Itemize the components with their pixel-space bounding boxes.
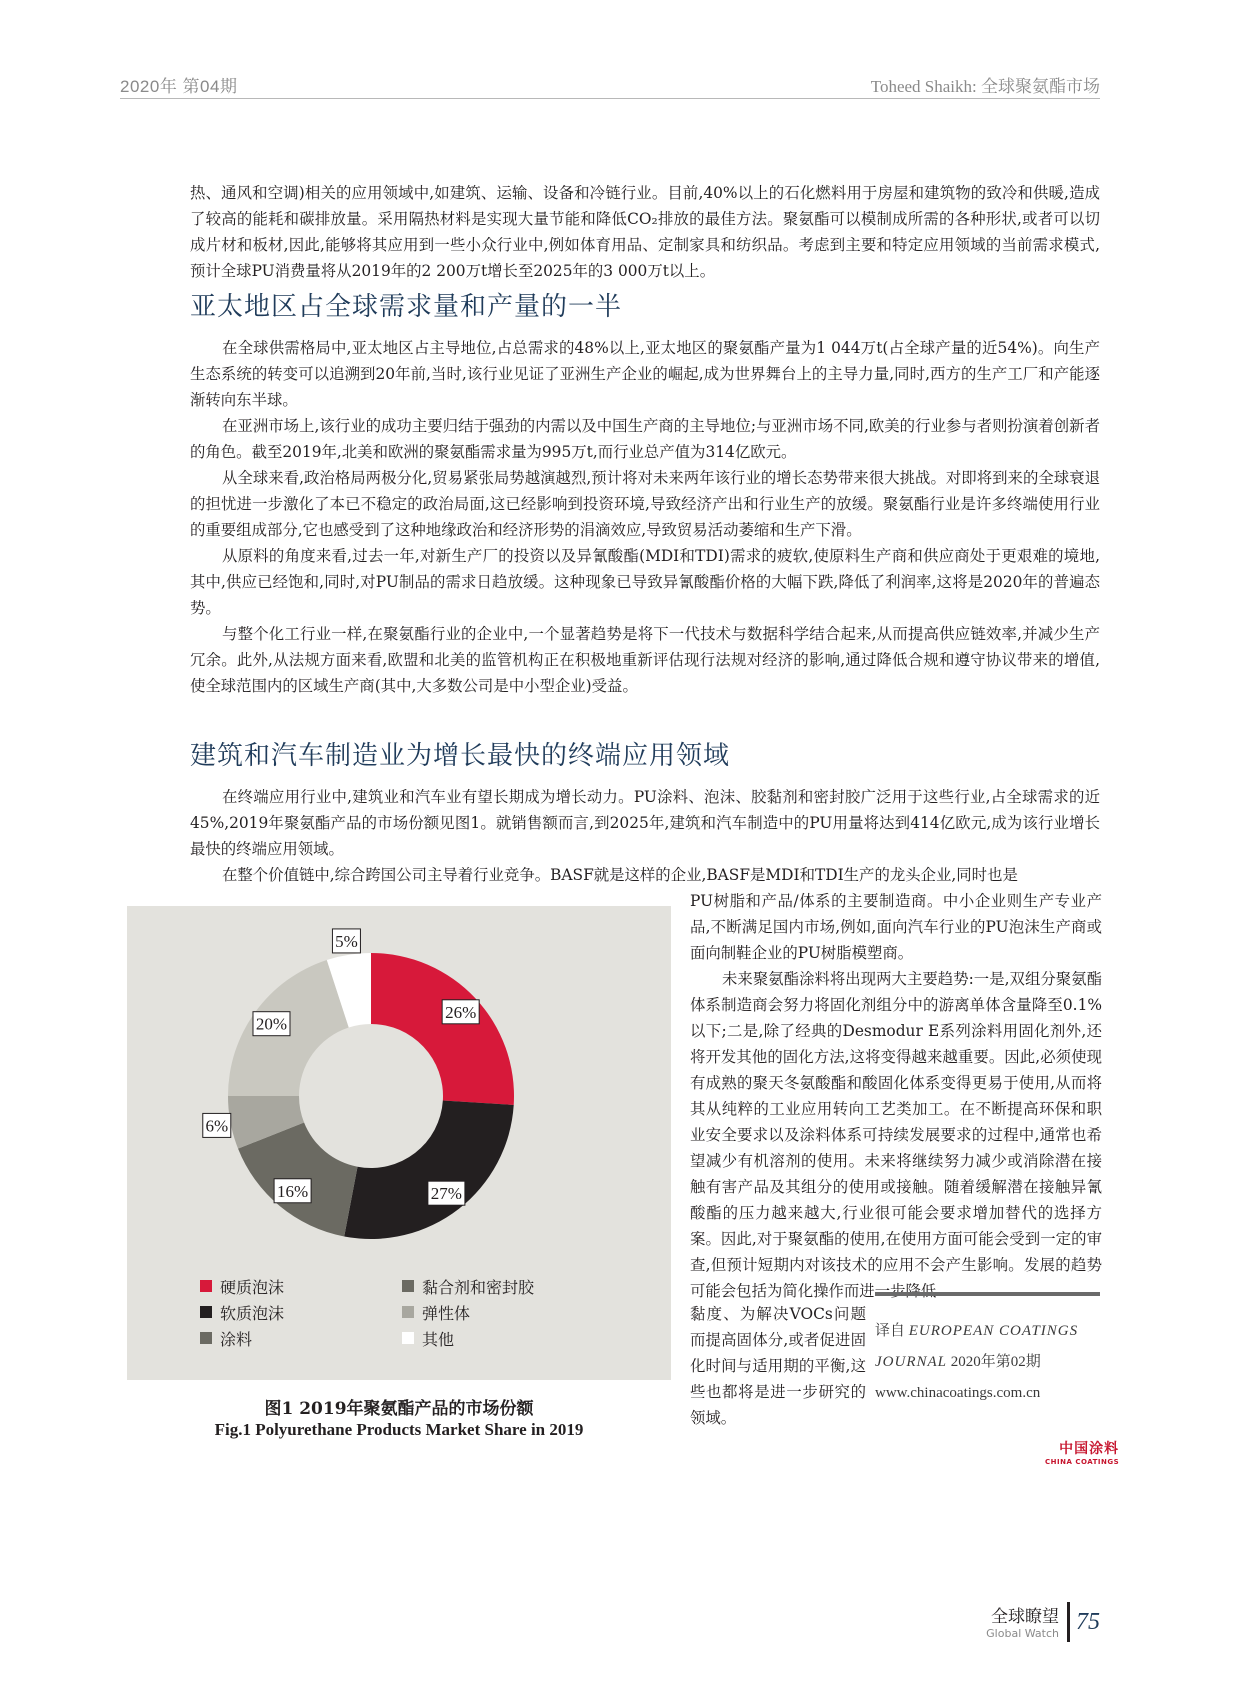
footer-divider <box>1067 1602 1070 1642</box>
source-prefix: 译自 <box>875 1323 906 1339</box>
legend-label: 软质泡沫 <box>220 1303 285 1323</box>
legend-right <box>402 1273 534 1351</box>
paragraph: 在整个价值链中,综合跨国公司主导着行业竞争。BASF就是这样的企业,BASF是MDI和TDI生产的龙头企业,同时也是 <box>222 866 1018 884</box>
legend-swatch <box>402 1306 414 1318</box>
logo-cn: 中国涂料 <box>1059 1441 1120 1457</box>
legend-label: 硬质泡沫 <box>220 1277 285 1297</box>
source-issue: 2020年第02期 <box>950 1354 1041 1370</box>
legend-swatch <box>402 1280 414 1292</box>
source-journal: EUROPEAN COATINGS <box>908 1323 1079 1339</box>
legend-item <box>200 1299 284 1325</box>
svg-text:26%: 26% <box>445 1002 477 1022</box>
footer-section <box>986 1602 1067 1642</box>
section-title-asia: 亚太地区占全球需求量和产量的一半 <box>190 292 623 322</box>
footer-section-en: Global Watch <box>986 1627 1059 1640</box>
figure-caption-en: Fig.1 Polyurethane Products Market Share in 2019 <box>214 1420 584 1439</box>
svg-text:6%: 6% <box>205 1116 229 1136</box>
svg-text:27%: 27% <box>430 1184 462 1204</box>
right-column-text <box>690 888 1102 1304</box>
legend-swatch <box>402 1332 414 1344</box>
svg-text:16%: 16% <box>277 1181 309 1201</box>
intro-paragraph: 热、通风和空调)相关的应用领域中,如建筑、运输、设备和冷链行业。目前,40%以上的石化燃料用于房屋和建筑物的致冷和供暖,造成了较高的能耗和碳排放量。采用隔热材料是实现大量节能和降低CO₂排放的最佳方法。聚氨酯可以模制成所需的各种形状,或者可以切成片材和板材,因此,能够将其应用到一些小众行业中,例如体育用品、定制家具和纺织品。考虑到主要和特定应用领域的当前需求模式,预计全球PU消费量将从2019年的2 200万t增长至2025年的3 000万t以上。 <box>190 184 1100 280</box>
paragraph: 未来聚氨酯涂料将出现两大主要趋势:一是,双组分聚氨酯体系制造商会努力将固化剂组分中的游离单体含量降至0.1%以下;二是,除了经典的Desmodur E系列涂料用固化剂外,还将开发其他的固化方法,这将变得越来越重要。因此,必须使现有成熟的聚天冬氨酸酯和酸固化体系变得更易于使用,从而将其从纯粹的工业应用转向工艺类加工。在不断提高环保和职业安全要求以及涂料体系可持续发展要求的过程中,通常也希望减少有机溶剂的使用。未来将继续努力减少或消除潜在接触有害产品及其组分的使用或接触。随着缓解潜在接触异氰酸酯的压力越来越大,行业很可能会要求增加替代的选择方案。因此,对于聚氨酯的使用,在使用方面可能会受到一定的审查,但预计短期内对该技术的应用不会产生影响。发展的趋势可能会包括为简化操作而进一步降低 <box>690 970 1102 1300</box>
section-title-construction: 建筑和汽车制造业为增长最快的终端应用领域 <box>190 741 731 771</box>
legend-swatch <box>200 1280 212 1292</box>
donut-label-3 <box>203 1113 231 1137</box>
legend-item <box>200 1325 284 1351</box>
figure-caption-cn: 图1 2019年聚氨酯产品的市场份额 <box>264 1399 534 1419</box>
paragraph: 从全球来看,政治格局两极分化,贸易紧张局势越演越烈,预计将对未来两年该行业的增长态势带来很大挑战。对即将到来的全球衰退的担忧进一步激化了本已不稳定的政治局面,这已经影响到投资环境,导致经济产出和行业生产的放缓。聚氨酯行业是许多终端使用行业的重要组成部分,它也感受到了这种地缘政治和经济形势的涓滴效应,导致贸易活动萎缩和生产下滑。 <box>190 469 1100 539</box>
donut-label-1 <box>428 1181 465 1205</box>
source-journal: JOURNAL <box>875 1354 947 1370</box>
paragraph: 在全球供需格局中,亚太地区占主导地位,占总需求的48%以上,亚太地区的聚氨酯产量为1 044万t(占全球产量的近54%)。向生产生态系统的转变可以追溯到20年前,当时,该行业见证了亚洲生产企业的崛起,成为世界舞台上的主导力量,同时,西方的生产工厂和产能逐渐转向东半球。 <box>190 339 1100 409</box>
paragraph: PU树脂和产品/体系的主要制造商。中小企业则生产专业产品,不断满足国内市场,例如,面向汽车行业的PU泡沫生产商或面向制鞋企业的PU树脂模塑商。 <box>690 892 1102 962</box>
legend-item <box>402 1299 534 1325</box>
donut-label-4 <box>253 1012 290 1036</box>
legend-label: 其他 <box>422 1329 455 1349</box>
footer-section-cn: 全球瞭望 <box>991 1607 1059 1627</box>
page-footer <box>986 1602 1100 1642</box>
donut-label-2 <box>274 1179 311 1203</box>
source-note <box>875 1292 1100 1409</box>
header-rule <box>120 98 1100 99</box>
source-line <box>875 1316 1100 1347</box>
china-coatings-logo <box>1045 1438 1119 1466</box>
paragraph: 在终端应用行业中,建筑业和汽车业有望长期成为增长动力。PU涂料、泡沫、胶黏剂和密封胶广泛用于这些行业,占全球需求的近45%,2019年聚氨酯产品的市场份额见图1。就销售额而言,到2025年,建筑和汽车制造中的PU用量将达到414亿欧元,成为该行业增长最快的终端应用领域。 <box>190 788 1100 858</box>
svg-text:20%: 20% <box>255 1014 288 1034</box>
legend-swatch <box>200 1306 212 1318</box>
legend-left <box>200 1273 284 1351</box>
page-number: 75 <box>1076 1609 1100 1635</box>
donut-slice-1 <box>344 1101 514 1239</box>
legend-item <box>200 1273 284 1299</box>
logo-en: CHINA COATINGS <box>1045 1458 1120 1466</box>
paragraph: 与整个化工行业一样,在聚氨酯行业的企业中,一个显著趋势是将下一代技术与数据科学结合起来,从而提高供应链效率,并减少生产冗余。此外,从法规方面来看,欧盟和北美的监管机构正在积极地重新评估现行法规对经济的影响,通过降低合规和遵守协议带来的增值,使全球范围内的区域生产商(其中,大多数公司是中小型企业)受益。 <box>190 625 1100 695</box>
legend-label: 弹性体 <box>422 1303 471 1323</box>
source-url[interactable]: www.chinacoatings.com.cn <box>875 1385 1041 1401</box>
legend-label: 涂料 <box>220 1329 253 1349</box>
donut-label-0 <box>442 1000 479 1024</box>
journal-issue: 2020年 第04期 <box>120 77 238 96</box>
paragraph: 在亚洲市场上,该行业的成功主要归结于强劲的内需以及中国生产商的主导地位;与亚洲市场不同,欧美的行业参与者则扮演着创新者的角色。截至2019年,北美和欧洲的聚氨酯需求量为995万t,而行业总产值为314亿欧元。 <box>190 417 1100 461</box>
legend-swatch <box>200 1332 212 1344</box>
source-line <box>875 1347 1100 1378</box>
section-asia-body <box>190 335 1100 699</box>
legend-item <box>402 1273 534 1299</box>
section-construction-body <box>190 784 1100 888</box>
donut-slice-0 <box>371 953 514 1105</box>
running-title: Toheed Shaikh: 全球聚氨酯市场 <box>870 77 1100 96</box>
closing-text: 黏度、为解决VOCs问题而提高固体分,或者促进固化时间与适用期的平衡,这些也都将是进一步研究的领域。 <box>690 1305 866 1427</box>
legend-item <box>402 1325 534 1351</box>
svg-text:5%: 5% <box>335 931 358 951</box>
paragraph: 从原料的角度来看,过去一年,对新生产厂的投资以及异氰酸酯(MDI和TDI)需求的疲软,使原料生产商和供应商处于更艰难的境地,其中,供应已经饱和,同时,对PU制品的需求日趋放缓。这种现象已导致异氰酸酯价格的大幅下跌,降低了利润率,这将是2020年的普遍态势。 <box>190 547 1100 617</box>
donut-label-5 <box>332 929 360 953</box>
legend-label: 黏合剂和密封胶 <box>422 1277 535 1297</box>
intro-text <box>190 180 1100 284</box>
